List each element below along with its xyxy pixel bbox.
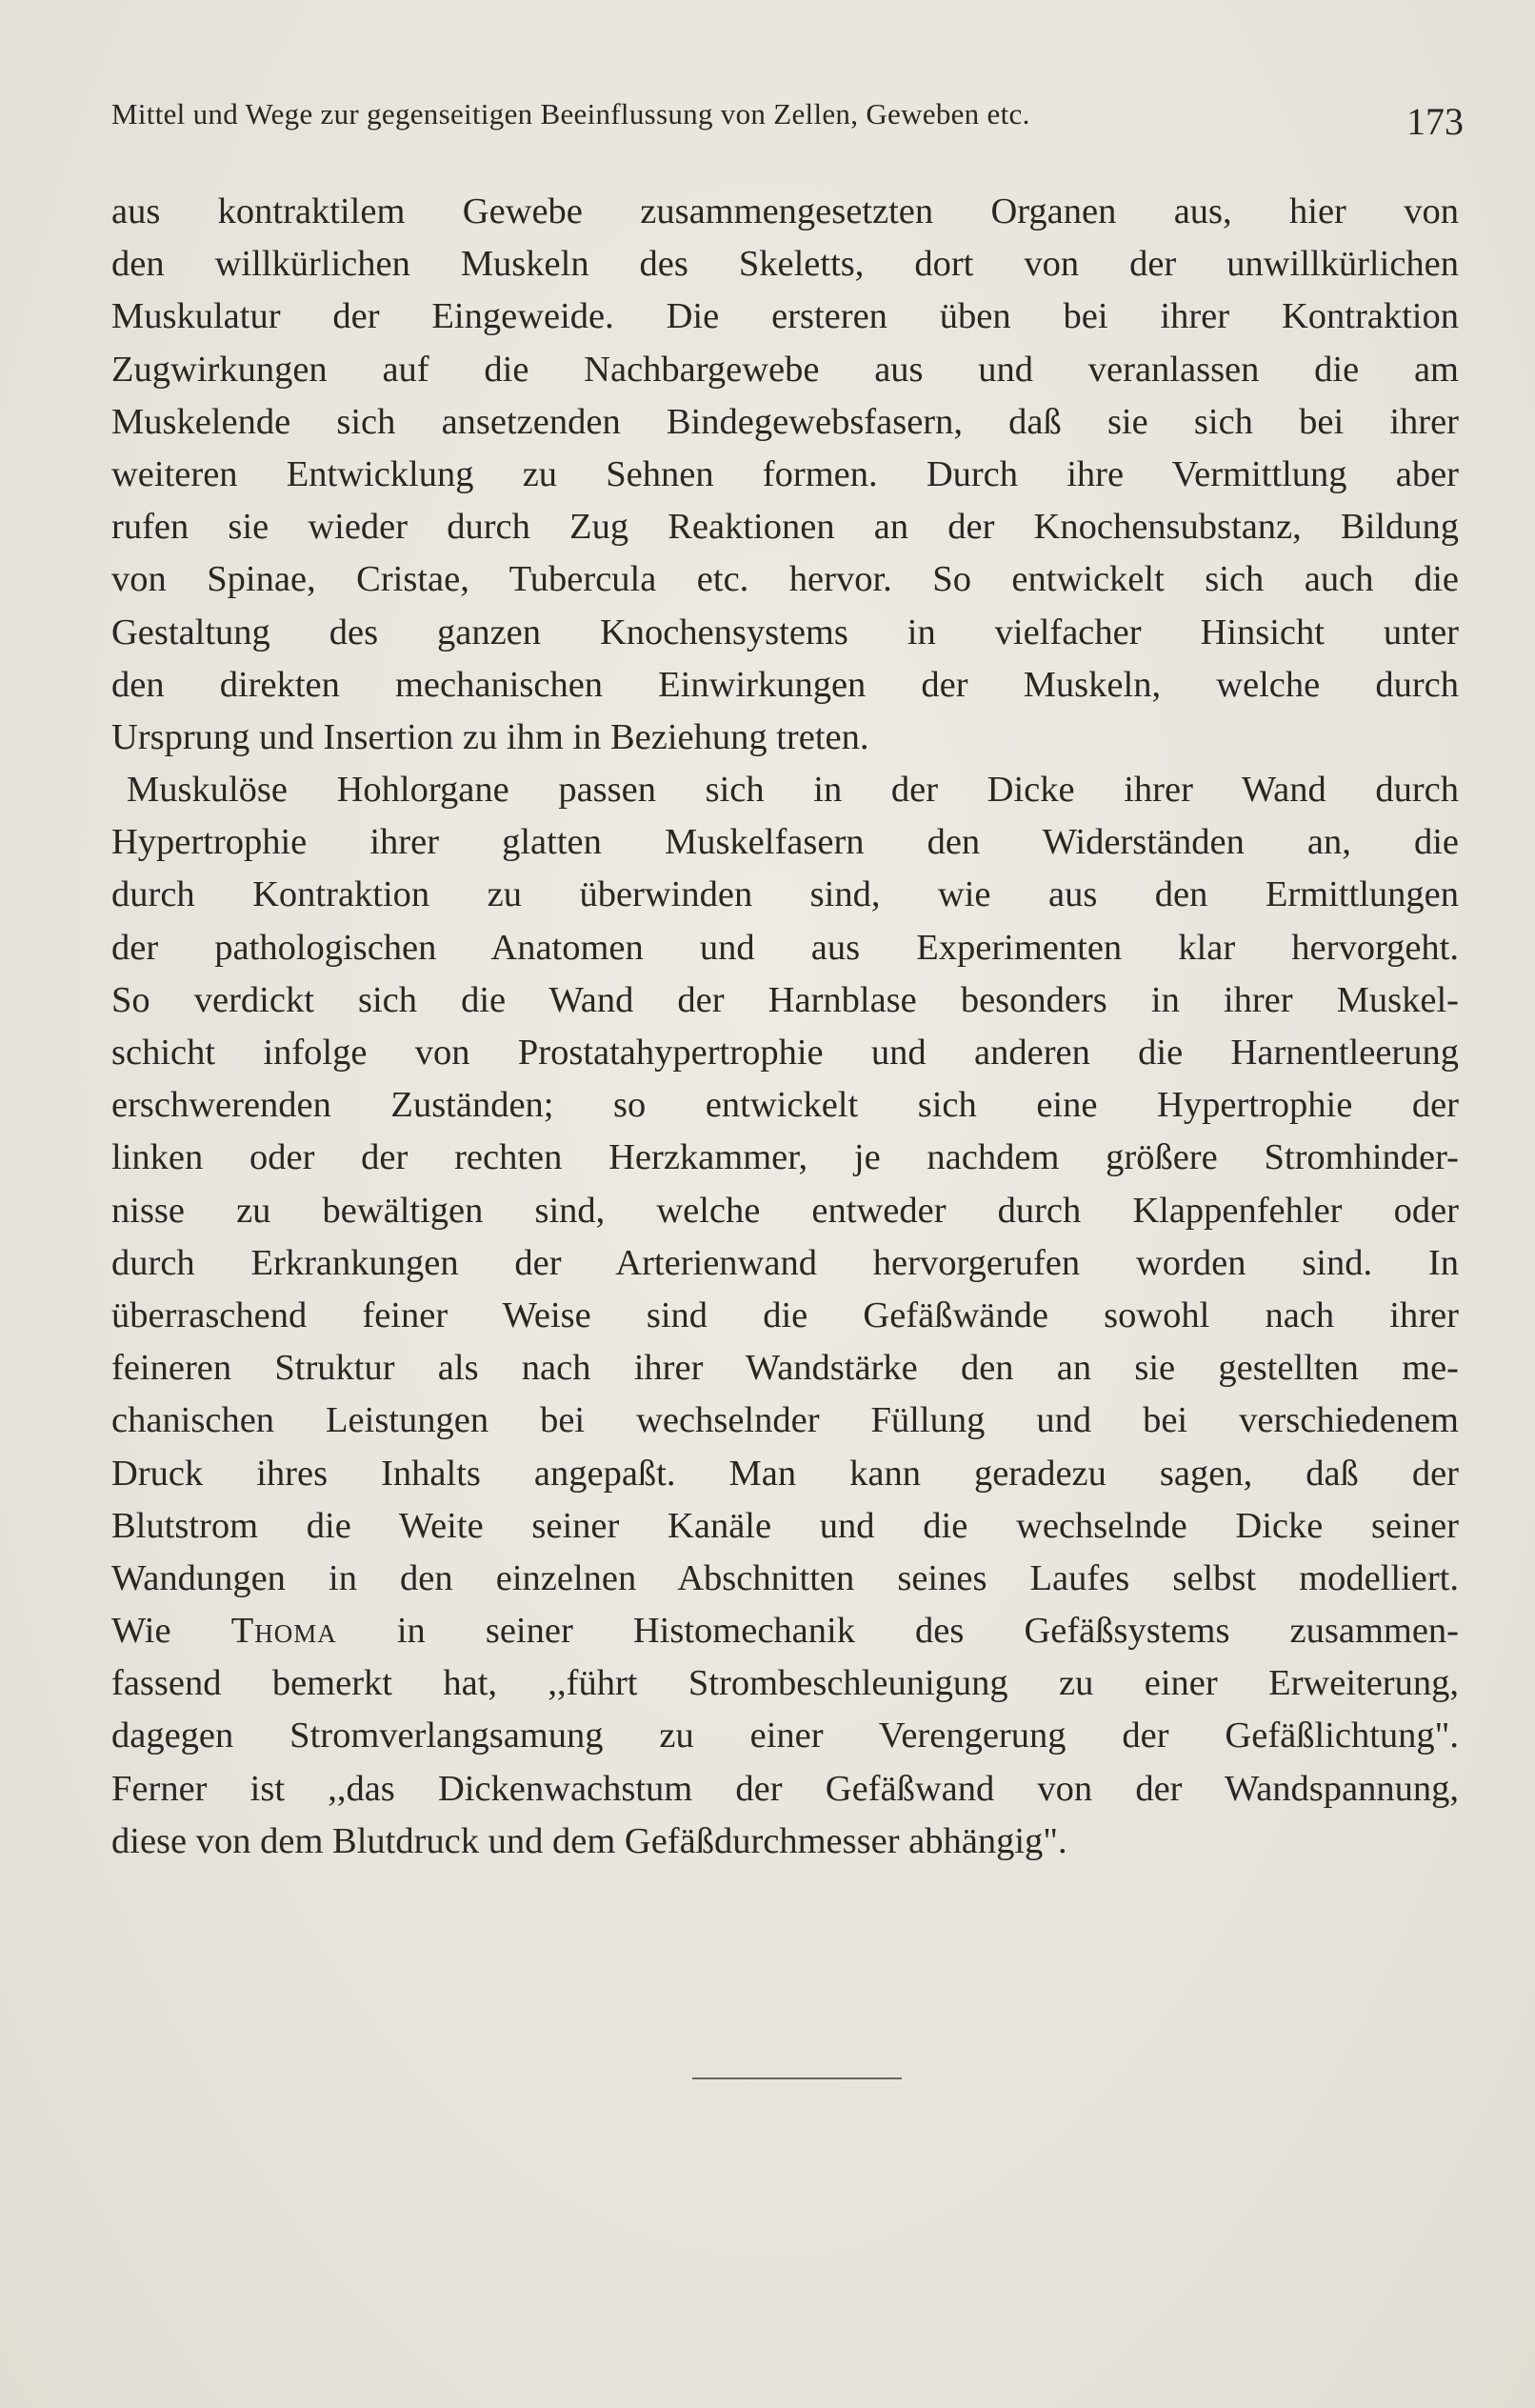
page-number: 173 [1406,100,1464,143]
text-line: durch Erkrankungen der Arterienwand hervorgerufen worden sind. In [111,1242,1459,1283]
text-line: linken oder der rechten Herzkammer, je nachdem größere Stromhinder- [111,1137,1459,1178]
text-line: Hypertrophie ihrer glatten Muskelfasern den Widerständen an, die [111,822,1459,863]
text-line: Druck ihres Inhalts angepaßt. Man kann geradezu sagen, daß der [111,1453,1459,1494]
text-line-with-name [111,1605,1459,1657]
end-rule [692,2077,902,2079]
text-line: von Spinae, Cristae, Tubercula etc. hervor. So entwickelt sich auch die [111,559,1459,600]
text-line: Muskulöse Hohlorgane passen sich in der Dicke ihrer Wand durch [127,770,1459,811]
text-line: nisse zu bewältigen sind, welche entweder durch Klappenfehler oder [111,1190,1459,1231]
text-line: chanischen Leistungen bei wechselnder Füllung und bei verschiedenem [111,1400,1459,1441]
text-line: Zugwirkungen auf die Nachbargewebe aus und veranlassen die am [111,349,1459,390]
text-line: der pathologischen Anatomen und aus Experimenten klar hervorgeht. [111,927,1459,968]
text-line: Ursprung und Insertion zu ihm in Beziehung treten. [111,716,869,757]
body-text [111,186,1459,1868]
paragraph-1 [111,186,1459,764]
text-line: So verdickt sich die Wand der Harnblase besonders in ihrer Muskel- [111,979,1459,1020]
text-line: Ferner ist ,,das Dickenwachstum der Gefäßwand von der Wandspannung, [111,1768,1459,1809]
author-name: Thoma [230,1611,337,1652]
text-line: aus kontraktilem Gewebe zusammengesetzten Organen aus, hier von [111,191,1459,231]
text-line: den direkten mechanischen Einwirkungen der Muskeln, welche durch [111,664,1459,705]
text-line: Muskulatur der Eingeweide. Die ersteren üben bei ihrer Kontraktion [111,296,1459,337]
text-line: fassend bemerkt hat, ,,führt Strombeschleunigung zu einer Erweiterung, [111,1663,1459,1704]
text-line: durch Kontraktion zu überwinden sind, wie aus den Ermittlungen [111,874,1459,915]
line-end: in seiner Histomechanik des Gefäßsystems zusammen- [396,1611,1459,1652]
text-line: Blutstrom die Weite seiner Kanäle und die wechselnde Dicke seiner [111,1505,1459,1546]
text-line: Wandungen in den einzelnen Abschnitten seines Laufes selbst modelliert. [111,1557,1459,1598]
text-line: weiteren Entwicklung zu Sehnen formen. Durch ihre Vermittlung aber [111,453,1459,494]
running-head [111,93,1464,147]
text-line: Gestaltung des ganzen Knochensystems in vielfacher Hinsicht unter [111,612,1459,652]
text-line: erschwerenden Zuständen; so entwickelt sich eine Hypertrophie der [111,1085,1459,1126]
text-line: feineren Struktur als nach ihrer Wandstärke den an sie gestellten me- [111,1348,1459,1389]
text-line: diese von dem Blutdruck und dem Gefäßdurchmesser abhängig". [111,1820,1067,1861]
text-line: schicht infolge von Prostatahypertrophie und anderen die Harnentleerung [111,1033,1459,1073]
paragraph-2 [111,764,1459,1868]
text-line: den willkürlichen Muskeln des Skeletts, dort von der unwillkürlichen [111,244,1459,285]
text-line: Muskelende sich ansetzenden Bindegewebsfasern, daß sie sich bei ihrer [111,401,1459,442]
text-line: dagegen Stromverlangsamung zu einer Verengerung der Gefäßlichtung". [111,1716,1459,1756]
text-line: rufen sie wieder durch Zug Reaktionen an der Knochensubstanz, Bildung [111,507,1459,548]
line-start: Wie [111,1611,171,1652]
text-line: überraschend feiner Weise sind die Gefäßwände sowohl nach ihrer [111,1294,1459,1335]
running-title: Mittel und Wege zur gegenseitigen Beeinflussung von Zellen, Geweben etc. [111,97,1030,130]
